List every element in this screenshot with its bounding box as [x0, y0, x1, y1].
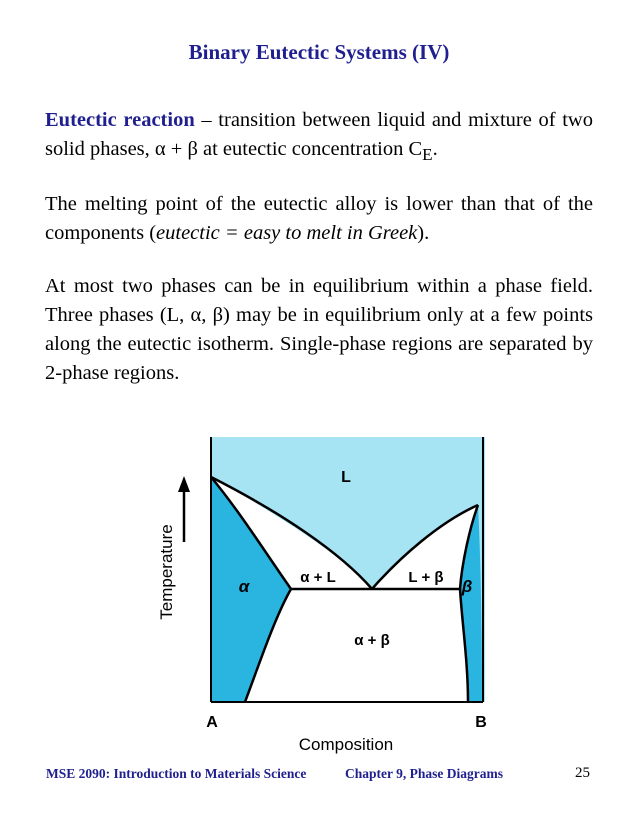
page-title: Binary Eutectic Systems (IV): [188, 40, 450, 64]
label-alpha-beta: α + β: [354, 632, 390, 649]
paragraph-text-end: ).: [417, 222, 430, 244]
arrow-up-icon: [178, 476, 190, 492]
eutectic-reaction-term: Eutectic reaction: [45, 109, 195, 131]
paragraph-text-end: .: [432, 138, 438, 160]
footer-chapter: Chapter 9, Phase Diagrams: [345, 766, 503, 781]
label-component-b: B: [475, 714, 487, 731]
italic-definition: eutectic = easy to melt in Greek: [156, 222, 418, 244]
paragraph-phase-equilibrium: At most two phases can be in equilibrium within a phase field. Three phases (L, α, β) may be in equilibrium only at a few points along the eutectic isotherm. Single-phase regions are separated by 2-phase regions.: [45, 275, 593, 384]
x-axis-label: Composition: [298, 735, 394, 754]
label-liquid-beta: L + β: [408, 569, 444, 586]
phase-diagram: [150, 432, 510, 757]
label-alpha: α: [238, 577, 250, 596]
label-beta: β: [461, 577, 473, 596]
label-alpha-liquid: α + L: [300, 569, 336, 586]
page-number: 25: [575, 765, 590, 781]
label-liquid: L: [341, 469, 351, 486]
paragraph-text: The melting point of the eutectic alloy is lower than that of the components (: [45, 193, 593, 244]
subscript-e: E: [422, 145, 433, 165]
label-component-a: A: [206, 714, 218, 731]
y-axis-label: Temperature: [157, 524, 176, 620]
phase-diagram-figure: [150, 432, 510, 762]
paragraph-text: – transition between liquid and mixture of two solid phases, α + β at eutectic concentration C: [45, 109, 593, 160]
paragraph-melting-point: [45, 190, 593, 248]
footer-course: MSE 2090: Introduction to Materials Science: [46, 766, 307, 781]
paragraph-eutectic-reaction: [45, 106, 593, 169]
